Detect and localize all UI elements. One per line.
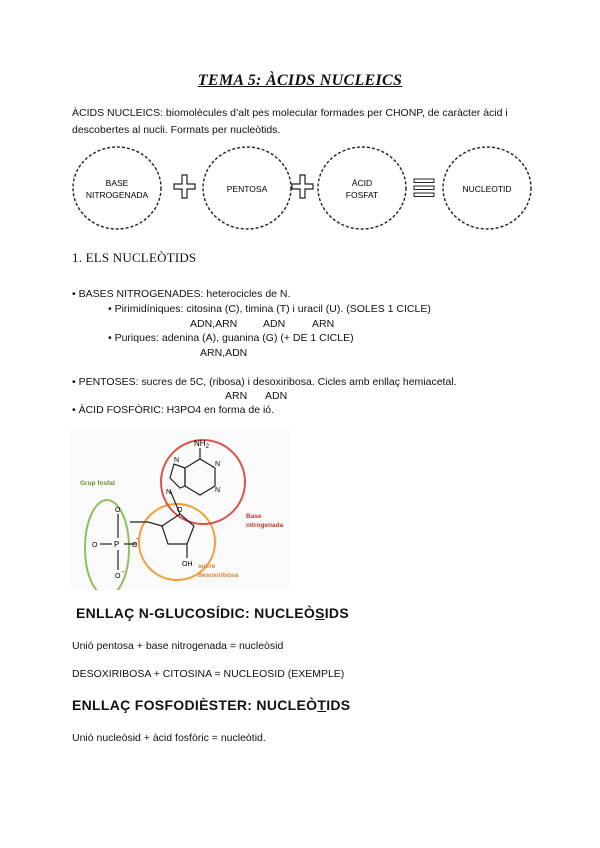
base-label-line2: NITROGENADA	[85, 190, 149, 200]
minus-bottom: -	[122, 569, 125, 576]
phosphate-o-top: O	[115, 507, 121, 514]
base-nitrogenada-label-line1: Base	[246, 513, 262, 520]
equivalence-sign	[414, 179, 434, 197]
pentoses-item: • PENTOSES: sucres de 5C, (ribosa) i desoxiribosa. Cicles amb enllaç hemiacetal.	[72, 376, 457, 388]
intro-paragraph: ÀCIDS NUCLEICS: biomolècules d’alt pes molecular formades per CHONP, de caràcter àcid i descobertes al nucli. Formats per nucleòtids.	[72, 107, 508, 136]
n-atom-4: N	[166, 489, 172, 496]
nucleotide-equation-diagram	[0, 140, 600, 240]
fosfodiester-line1: Unió nucleòsid + àcid fosfòric = nucleòtid.	[72, 732, 266, 744]
glucosidic-line1: Unió pentosa + base nitrogenada = nucleòsid	[72, 640, 284, 652]
pirimidiniques-note-c: ADN,ARN	[190, 318, 238, 330]
n-atom-3: N	[174, 457, 180, 464]
acid-circle	[318, 147, 406, 229]
sucre-label-line2: desoxiribosa	[198, 572, 239, 579]
acid-fosforic-item: • ÀCID FOSFÒRIC: H3PO4 en forma de ió.	[72, 404, 275, 416]
p-atom: P	[114, 540, 120, 549]
puriques-item: • Puriques: adenina (A), guanina (G) (+ DE 1 CICLE)	[108, 332, 354, 344]
nucleotid-label: NUCLEOTID	[462, 184, 512, 194]
nh2-label: $NH_2$	[194, 439, 209, 450]
pirimidiniques-item: • Pirimidíniques: citosina (C), timina (T) i uracil (U). (SOLES 1 CICLE)	[108, 303, 431, 315]
pentoses-note-ribosa: ARN	[225, 390, 248, 402]
base-label-line1: BASE	[105, 178, 129, 188]
plus-sign-2	[292, 175, 313, 198]
base-circle	[73, 147, 161, 229]
phosphate-o-right: O	[132, 542, 138, 549]
phosphate-o-left: O	[92, 542, 98, 549]
pirimidiniques-note-t: ADN	[263, 318, 286, 330]
acid-label-line2: FOSFAT	[345, 190, 379, 200]
glucosidic-line2: DESOXIRIBOSA + CITOSINA = NUCLEOSID (EXEMPLE)	[72, 668, 345, 680]
pentosa-circle	[203, 147, 291, 229]
page-title: TEMA 5: ÀCIDS NUCLEICS	[197, 72, 403, 89]
grup-fosfat-label: Grup fosfat	[80, 480, 116, 487]
pirimidiniques-note-u: ARN	[312, 318, 335, 330]
pentosa-label: PENTOSA	[226, 184, 268, 194]
pentoses-note-desoxiribosa: ADN	[265, 390, 288, 402]
nucleotid-circle	[443, 147, 531, 229]
nucleotide-structure-figure	[70, 430, 290, 590]
n-atom-2: N	[215, 487, 221, 494]
acid-label-line1: ÀCID	[351, 178, 373, 188]
glucosidic-heading: ENLLAÇ N-GLUCOSÍDIC: NUCLEÒSIDS	[76, 605, 349, 621]
oh-label: OH	[182, 561, 193, 568]
puriques-note: ARN,ADN	[200, 347, 248, 359]
section-heading-nucleotids: 1. ELS NUCLEÒTIDS	[72, 250, 197, 265]
bases-item: • BASES NITROGENADES: heterocicles de N.	[72, 288, 291, 300]
minus-right: -	[136, 536, 139, 543]
plus-sign-1	[174, 175, 195, 198]
ring-o-atom: O	[177, 507, 183, 514]
fosfodiester-heading: ENLLAÇ FOSFODIÈSTER: NUCLEÒTIDS	[72, 697, 351, 713]
phosphate-o-bottom: O	[115, 573, 121, 580]
base-nitrogenada-label-line2: nitrogenada	[246, 522, 284, 529]
n-atom-1: N	[215, 461, 221, 468]
sucre-label-line1: sucre	[198, 563, 216, 570]
